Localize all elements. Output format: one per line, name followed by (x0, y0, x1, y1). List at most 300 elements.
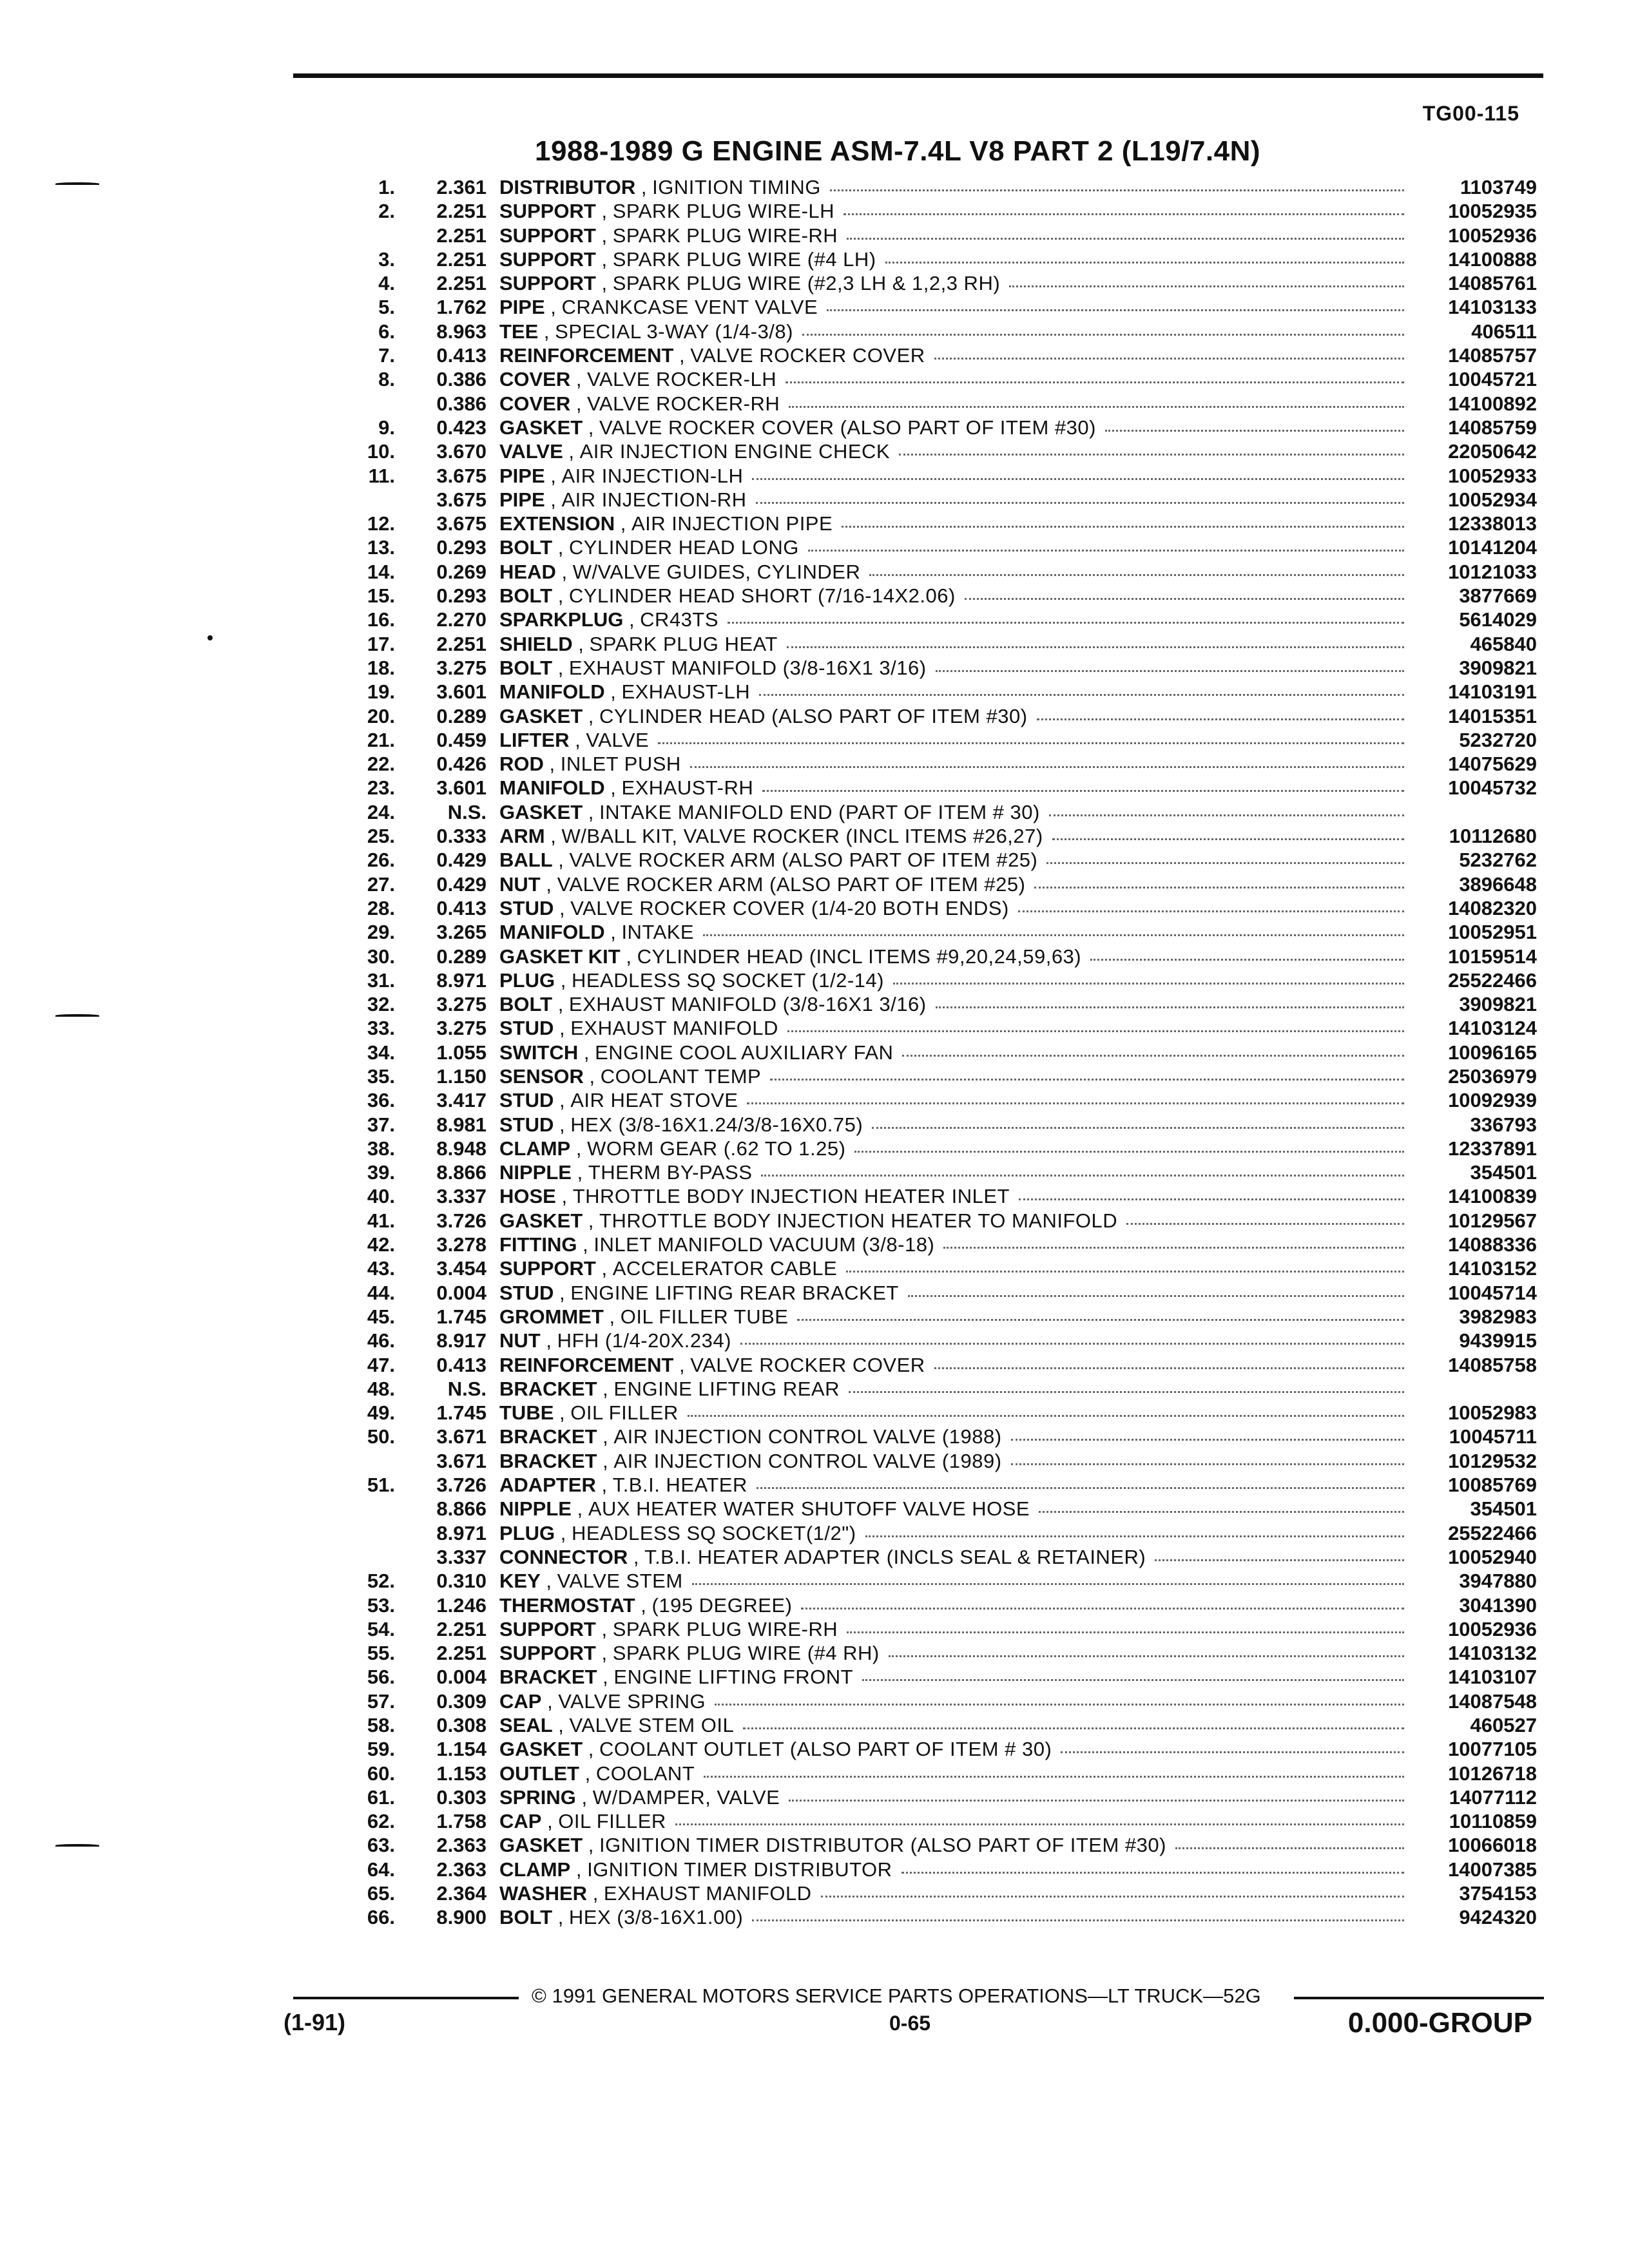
part-description (499, 1785, 1408, 1809)
part-number: 10129567 (1448, 1209, 1537, 1232)
comma-separator: , (569, 728, 586, 751)
part-spec: OIL FILLER (570, 1401, 679, 1425)
part-name: SUPPORT (499, 1257, 596, 1280)
part-number: 10141204 (1448, 536, 1537, 559)
comma-separator: , (570, 392, 588, 415)
part-description (499, 1809, 1408, 1833)
part-spec: EXHAUST-LH (621, 680, 751, 704)
part-name: BRACKET (499, 1425, 597, 1448)
part-description (499, 1041, 1408, 1064)
part-description (499, 1064, 1408, 1088)
comma-separator: , (604, 921, 622, 944)
item-number: 23. (367, 776, 395, 800)
dot-leader (747, 1102, 1404, 1104)
group-number: 0.459 (436, 728, 487, 751)
part-number: 22050642 (1448, 440, 1537, 463)
parts-row (358, 367, 1537, 391)
part-name: WASHER (499, 1882, 588, 1905)
comma-separator: , (570, 1858, 588, 1881)
part-description (499, 1762, 1408, 1785)
part-name: TUBE (499, 1401, 554, 1425)
parts-row (358, 920, 1537, 944)
item-number: 22. (367, 753, 395, 776)
item-number: 61. (367, 1785, 395, 1809)
comma-separator: , (595, 1474, 613, 1497)
group-number: 2.363 (436, 1834, 487, 1857)
parts-row (358, 247, 1537, 271)
comma-separator: , (552, 536, 569, 559)
part-number: 12337891 (1448, 1137, 1537, 1160)
part-spec: VALVE STEM (557, 1570, 683, 1593)
part-description (499, 271, 1408, 295)
dot-leader (1049, 814, 1404, 816)
comma-separator: , (572, 632, 590, 655)
part-spec: SPARK PLUG WIRE (#2,3 LH & 1,2,3 RH) (612, 272, 1001, 295)
part-description (499, 608, 1408, 631)
dot-leader (752, 478, 1404, 480)
parts-row (358, 1449, 1537, 1473)
group-number: 0.269 (436, 560, 487, 583)
part-spec: VALVE ROCKER-RH (587, 392, 780, 415)
dot-leader (885, 262, 1404, 264)
parts-row (358, 320, 1537, 343)
part-name: TEE (499, 320, 539, 343)
part-description (499, 1233, 1408, 1256)
dot-leader (1037, 718, 1404, 720)
dot-leader (1046, 862, 1404, 864)
group-number: 3.601 (436, 776, 487, 800)
item-number: 3. (378, 247, 395, 271)
group-number: 0.423 (436, 416, 487, 439)
comma-separator: , (578, 1041, 595, 1064)
part-name: COVER (499, 392, 571, 415)
part-spec: EXHAUST MANIFOLD (570, 1017, 778, 1040)
item-number: 30. (367, 945, 395, 968)
comma-separator: , (595, 1642, 613, 1665)
comma-separator: , (597, 1666, 614, 1689)
parts-row (358, 1858, 1537, 1881)
item-number: 18. (367, 656, 395, 679)
part-spec: VALVE ROCKER COVER (690, 1353, 925, 1376)
parts-row (358, 1521, 1537, 1545)
group-number: 3.675 (436, 512, 487, 535)
item-number: 12. (367, 512, 395, 535)
item-number: 36. (367, 1089, 395, 1112)
comma-separator: , (604, 680, 622, 704)
comma-separator: , (623, 608, 641, 631)
group-number: 3.337 (436, 1185, 487, 1208)
group-number: 3.278 (436, 1233, 487, 1256)
parts-row (358, 1353, 1537, 1377)
parts-row (358, 1641, 1537, 1665)
dot-leader (801, 1608, 1404, 1610)
dot-leader (1011, 1463, 1404, 1465)
item-number: 13. (367, 536, 395, 559)
group-number: 0.386 (436, 392, 487, 415)
page-code: TG00-115 (1422, 102, 1519, 125)
part-description (499, 1569, 1408, 1593)
dot-leader (808, 550, 1404, 552)
dot-leader (690, 766, 1404, 768)
parts-row (358, 800, 1537, 824)
part-number: 14075629 (1448, 753, 1537, 776)
part-number: 10052936 (1448, 224, 1537, 247)
comma-separator: , (571, 1497, 588, 1521)
part-description (499, 824, 1408, 848)
part-description (499, 1184, 1408, 1208)
dot-leader (728, 622, 1404, 624)
part-spec: SPARK PLUG WIRE (#4 RH) (612, 1642, 880, 1665)
part-spec: EXHAUST MANIFOLD (3/8-16X1 3/16) (568, 993, 927, 1016)
binder-hole-mark (55, 1844, 99, 1847)
group-number: 3.670 (436, 440, 487, 463)
item-number: 48. (367, 1377, 395, 1400)
comma-separator: , (541, 1810, 559, 1833)
part-description (499, 896, 1408, 920)
parts-row (358, 1593, 1537, 1617)
group-number: 0.289 (436, 704, 487, 727)
parts-row (358, 968, 1537, 992)
part-description (499, 1858, 1408, 1881)
part-description (499, 1425, 1408, 1448)
item-number: 44. (367, 1281, 395, 1304)
item-number: 38. (367, 1137, 395, 1160)
dot-leader (756, 502, 1405, 504)
group-number: 3.275 (436, 993, 487, 1016)
part-description (499, 800, 1408, 824)
dot-leader (902, 1055, 1404, 1057)
dot-leader (869, 574, 1404, 576)
group-number: 1.150 (436, 1064, 487, 1088)
part-number: 10159514 (1448, 945, 1537, 968)
comma-separator: , (595, 1617, 613, 1640)
part-name: MANIFOLD (499, 680, 605, 704)
part-spec: AIR INJECTION-LH (561, 464, 744, 487)
comma-separator: , (554, 1281, 571, 1304)
parts-row (358, 945, 1537, 968)
binder-hole-mark (55, 182, 99, 185)
item-number: 57. (367, 1689, 395, 1713)
part-name: NIPPLE (499, 1497, 572, 1521)
group-number: 3.417 (436, 1089, 487, 1112)
part-spec: VALVE SPRING (558, 1689, 706, 1713)
part-spec: THROTTLE BODY INJECTION HEATER INLET (572, 1185, 1010, 1208)
item-number: 35. (367, 1064, 395, 1088)
item-number: 5. (378, 296, 395, 319)
part-number: 10126718 (1448, 1762, 1537, 1785)
part-name: CAP (499, 1810, 542, 1833)
part-number: 25036979 (1448, 1064, 1537, 1088)
comma-separator: , (604, 776, 622, 800)
part-name: BOLT (499, 1906, 553, 1929)
parts-row (358, 343, 1537, 367)
group-number: 1.745 (436, 1401, 487, 1425)
group-number: 0.309 (436, 1689, 487, 1713)
part-description (499, 1377, 1408, 1401)
part-number: 10112680 (1449, 825, 1537, 848)
comma-separator: , (603, 1305, 621, 1328)
part-description (499, 1473, 1408, 1497)
dot-leader (934, 358, 1404, 360)
part-spec: VALVE ROCKER COVER (ALSO PART OF ITEM #30) (599, 416, 1096, 439)
group-number: 0.429 (436, 849, 487, 872)
group-number: 3.275 (436, 1017, 487, 1040)
part-spec: W/VALVE GUIDES, CYLINDER (572, 560, 861, 583)
item-number: 9. (378, 416, 395, 439)
item-number: 51. (367, 1474, 395, 1497)
comma-separator: , (545, 825, 562, 848)
group-number: 3.601 (436, 680, 487, 704)
part-name: BOLT (499, 656, 553, 679)
part-number: 9424320 (1459, 1906, 1537, 1929)
part-description (499, 488, 1408, 512)
part-number: 14103133 (1448, 296, 1537, 319)
dot-leader (908, 1295, 1404, 1297)
item-number: 28. (367, 896, 395, 919)
parts-row (358, 1473, 1537, 1497)
part-number: 14007385 (1448, 1858, 1537, 1881)
part-description (499, 1449, 1408, 1473)
part-description (499, 1497, 1408, 1521)
part-description (499, 728, 1408, 752)
dot-leader (1105, 430, 1404, 432)
item-number: 25. (367, 825, 395, 848)
comma-separator: , (628, 1545, 645, 1568)
parts-row (358, 1184, 1537, 1208)
part-description (499, 367, 1408, 391)
item-number: 45. (367, 1305, 395, 1328)
part-name: GASKET (499, 1209, 583, 1232)
comma-separator: , (552, 584, 569, 608)
comma-separator: , (545, 464, 562, 487)
parts-row (358, 728, 1537, 752)
group-number: 8.981 (436, 1113, 487, 1136)
footer-rule-right (1294, 1997, 1544, 1999)
part-number: 3909821 (1459, 993, 1537, 1016)
dot-leader (1126, 1223, 1404, 1225)
part-number: 1103749 (1460, 176, 1537, 198)
dot-leader (872, 1127, 1404, 1129)
part-number: 10045732 (1448, 776, 1537, 800)
parts-row (358, 488, 1537, 512)
parts-row (358, 1905, 1537, 1929)
part-description (499, 1160, 1408, 1184)
part-description (499, 968, 1408, 992)
part-spec: COOLANT TEMP (600, 1064, 762, 1088)
item-number: 39. (367, 1161, 395, 1184)
item-number: 6. (378, 320, 395, 343)
group-number: 0.004 (436, 1666, 487, 1689)
dot-leader (830, 189, 1404, 191)
part-spec: EXHAUST-RH (621, 776, 754, 800)
parts-row (358, 199, 1537, 223)
dot-leader (770, 1079, 1404, 1081)
part-number: 14100839 (1448, 1185, 1537, 1208)
part-number: 10129532 (1448, 1449, 1537, 1472)
part-name: PIPE (499, 488, 545, 511)
part-number: 14103191 (1448, 680, 1537, 704)
part-number: 14103107 (1448, 1666, 1537, 1689)
comma-separator: , (563, 440, 580, 463)
item-number: 33. (367, 1017, 395, 1040)
part-description (499, 199, 1408, 223)
part-name: DISTRIBUTOR (499, 176, 636, 198)
part-name: SPRING (499, 1785, 576, 1809)
part-name: CONNECTOR (499, 1545, 628, 1568)
dot-leader (865, 1535, 1404, 1537)
dot-leader (1061, 1751, 1404, 1753)
part-name: SUPPORT (499, 1642, 596, 1665)
parts-row (358, 1689, 1537, 1713)
part-spec: CYLINDER HEAD SHORT (7/16-14X2.06) (568, 584, 956, 608)
parts-row (358, 1881, 1537, 1905)
dot-leader (752, 1919, 1404, 1921)
page-title: 1988-1989 G ENGINE ASM-7.4L V8 PART 2 (L19/7.4N) (535, 135, 1261, 167)
part-number: 10110859 (1449, 1810, 1537, 1833)
part-number: 9439915 (1459, 1329, 1537, 1352)
parts-row (358, 1713, 1537, 1737)
group-number: 0.293 (436, 584, 487, 608)
part-spec: T.B.I. HEATER ADAPTER (INCLS SEAL & RETAINER) (644, 1545, 1146, 1568)
dot-leader (715, 1704, 1404, 1706)
dot-leader (704, 1776, 1404, 1778)
part-number: 10045714 (1448, 1281, 1537, 1304)
comma-separator: , (583, 704, 600, 727)
parts-row (358, 584, 1537, 608)
part-description (499, 175, 1408, 199)
part-number: 5614029 (1459, 608, 1537, 631)
item-number: 63. (367, 1834, 395, 1857)
part-description (499, 1137, 1408, 1160)
dot-leader (743, 1727, 1404, 1729)
part-name: SUPPORT (499, 247, 596, 271)
part-spec: VALVE ROCKER ARM (ALSO PART OF ITEM #25) (557, 872, 1026, 896)
part-name: BOLT (499, 584, 553, 608)
comma-separator: , (579, 1762, 596, 1785)
part-number: 3909821 (1459, 656, 1537, 679)
part-name: KEY (499, 1570, 541, 1593)
dot-leader (1039, 1511, 1404, 1513)
part-name: GASKET (499, 1738, 583, 1761)
parts-row (358, 271, 1537, 295)
comma-separator: , (554, 1089, 571, 1112)
comma-separator: , (673, 1353, 691, 1376)
item-number: 21. (367, 728, 395, 751)
group-number: 8.900 (436, 1906, 487, 1929)
part-name: PIPE (499, 296, 545, 319)
parts-row (358, 1569, 1537, 1593)
dot-leader (965, 598, 1404, 600)
item-number: 27. (367, 872, 395, 896)
group-number: 0.429 (436, 872, 487, 896)
parts-row (358, 776, 1537, 800)
group-number: 8.917 (436, 1329, 487, 1352)
dot-leader (757, 1487, 1404, 1489)
comma-separator: , (555, 1521, 572, 1544)
parts-row (358, 1209, 1537, 1233)
comma-separator: , (587, 1882, 604, 1905)
part-name: PIPE (499, 464, 545, 487)
part-name: SPARKPLUG (499, 608, 624, 631)
part-description (499, 1209, 1408, 1233)
part-description (499, 1593, 1408, 1617)
part-spec: CRANKCASE VENT VALVE (561, 296, 818, 319)
dot-leader (1034, 887, 1404, 889)
group-number: 0.293 (436, 536, 487, 559)
parts-row (358, 704, 1537, 728)
group-number: 3.671 (436, 1425, 487, 1448)
item-number: 8. (378, 368, 395, 391)
item-number: 16. (367, 608, 395, 631)
part-number: 14085761 (1448, 272, 1537, 295)
part-spec: SPARK PLUG HEAT (589, 632, 778, 655)
part-spec: ENGINE LIFTING REAR (613, 1377, 840, 1400)
item-number: 34. (367, 1041, 395, 1064)
comma-separator: , (575, 1785, 593, 1809)
dot-leader (893, 983, 1404, 985)
group-number: 8.971 (436, 1521, 487, 1544)
part-number: 10096165 (1448, 1041, 1537, 1064)
part-description (499, 752, 1408, 776)
comma-separator: , (583, 800, 600, 823)
group-number: 2.363 (436, 1858, 487, 1881)
comma-separator: , (615, 512, 631, 535)
part-name: BRACKET (499, 1377, 597, 1400)
dot-leader (789, 406, 1404, 408)
comma-separator: , (597, 1425, 614, 1448)
part-spec: INLET MANIFOLD VACUUM (3/8-18) (593, 1233, 935, 1256)
part-name: ARM (499, 825, 545, 848)
part-description (499, 1689, 1408, 1713)
group-number: 2.251 (436, 224, 487, 247)
part-spec: AIR HEAT STOVE (570, 1089, 738, 1112)
comma-separator: , (597, 1377, 614, 1400)
part-spec: INLET PUSH (560, 753, 681, 776)
group-number: 8.866 (436, 1161, 487, 1184)
part-description (499, 295, 1408, 319)
comma-separator: , (540, 872, 557, 896)
part-number: 10085769 (1448, 1474, 1537, 1497)
group-number: 3.275 (436, 656, 487, 679)
parts-row (358, 1545, 1537, 1569)
part-description (499, 1665, 1408, 1689)
part-spec: SPARK PLUG WIRE-RH (612, 1617, 838, 1640)
item-number: 47. (367, 1353, 395, 1376)
part-number: 14085758 (1448, 1353, 1537, 1376)
part-spec: AIR INJECTION ENGINE CHECK (579, 440, 891, 463)
part-number: 406511 (1471, 320, 1537, 343)
part-name: STUD (499, 1113, 554, 1136)
dot-leader (943, 1247, 1404, 1249)
part-name: BOLT (499, 536, 553, 559)
part-spec: VALVE (586, 728, 650, 751)
group-number: 0.413 (436, 1353, 487, 1376)
comma-separator: , (595, 224, 613, 247)
group-number: 8.971 (436, 968, 487, 992)
part-number: 354501 (1470, 1497, 1537, 1521)
part-number: 465840 (1470, 632, 1537, 655)
part-description (499, 1905, 1408, 1929)
comma-separator: , (595, 272, 613, 295)
parts-row (358, 1809, 1537, 1833)
comma-separator: , (583, 1738, 600, 1761)
item-number: 1. (378, 176, 395, 198)
part-name: SEAL (499, 1714, 553, 1736)
parts-row (358, 1160, 1537, 1184)
part-spec: CR43TS (640, 608, 719, 631)
dot-leader (901, 1872, 1405, 1874)
dot-leader (1018, 910, 1404, 912)
